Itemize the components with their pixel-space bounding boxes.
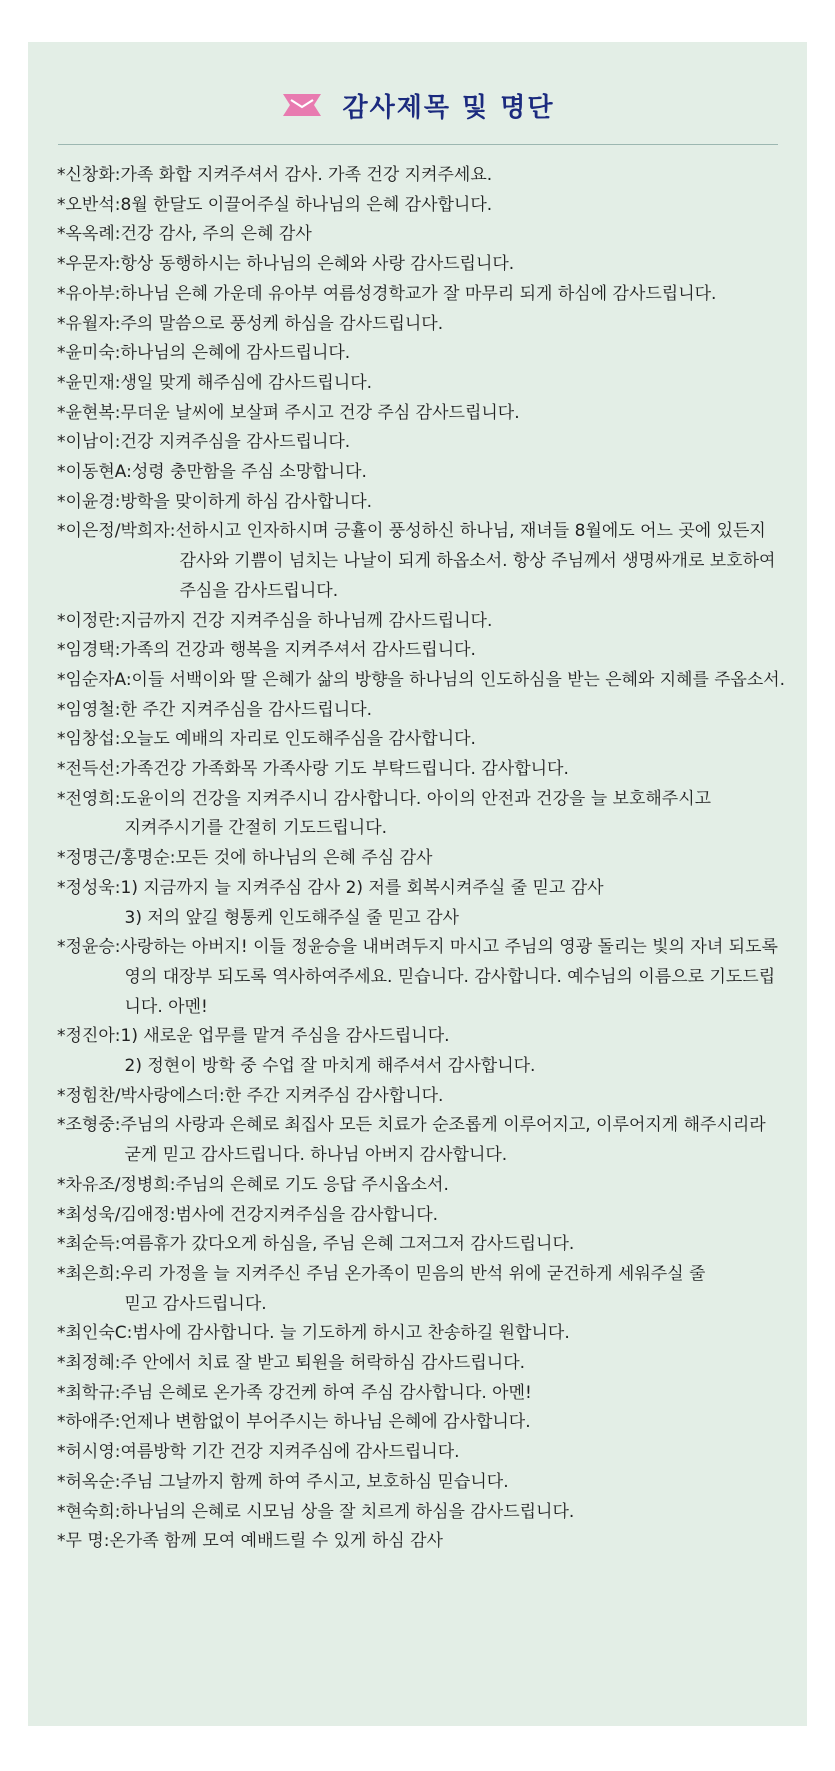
thanks-text: 모든 것에 하나님의 은혜 주심 감사 xyxy=(175,848,433,869)
donor-name: *정힘찬/박사랑에스더: xyxy=(57,1085,225,1106)
donor-name: *허시영: xyxy=(57,1442,121,1463)
thanks-text-continued: 굳게 믿고 감사드립니다. 하나님 아버지 감사합니다. xyxy=(124,1145,508,1166)
thanks-text-continued: 영의 대장부 되도록 역사하여주세요. 믿습니다. 감사합니다. 예수님의 이름으로 기도드립 xyxy=(124,966,776,987)
list-item xyxy=(57,249,514,274)
list-item xyxy=(57,1110,766,1135)
donor-name: *윤미숙: xyxy=(57,343,121,364)
donor-name: *이남이: xyxy=(57,432,121,453)
list-item xyxy=(57,1170,449,1195)
thanks-text: 범사에 건강지켜주심을 감사합니다. xyxy=(175,1204,439,1225)
list-item xyxy=(57,932,778,957)
donor-name: *우문자: xyxy=(57,254,121,275)
donor-name: *정성욱: xyxy=(57,877,121,898)
thanks-text: 항상 동행하시는 하나님의 은혜와 사랑 감사드립니다. xyxy=(120,254,515,275)
list-item xyxy=(57,606,492,631)
list-item xyxy=(57,309,443,334)
donor-name: *최순득: xyxy=(57,1234,121,1255)
donor-name: *최학규: xyxy=(57,1382,121,1403)
donor-name: *옥옥례: xyxy=(57,224,121,245)
title-divider xyxy=(58,144,778,145)
thanks-text: 건강 지켜주심을 감사드립니다. xyxy=(120,432,351,453)
list-item xyxy=(57,1318,570,1343)
list-item xyxy=(57,873,604,898)
thanks-text-continued: 믿고 감사드립니다. xyxy=(124,1293,267,1314)
donor-name: *유월자: xyxy=(57,313,121,334)
donor-name: *차유조/정병희: xyxy=(57,1174,176,1195)
donor-name: *현숙희: xyxy=(57,1501,121,1522)
thanks-text: 언제나 변함없이 부어주시는 하나님 은혜에 감사합니다. xyxy=(120,1412,531,1433)
donor-name: *유아부: xyxy=(57,283,121,304)
donor-name: *이동현A: xyxy=(57,462,132,482)
thanks-text: 온가족 함께 모여 예배드릴 수 있게 하심 감사 xyxy=(109,1531,443,1552)
list-item xyxy=(57,219,312,244)
list-item xyxy=(57,635,476,660)
thanks-text: 지금까지 건강 지켜주심을 하나님께 감사드립니다. xyxy=(120,610,493,631)
donor-name: *윤민재: xyxy=(57,372,121,393)
list-item xyxy=(57,754,569,779)
thanks-text: 무더운 날씨에 보살펴 주시고 건강 주심 감사드립니다. xyxy=(120,402,520,423)
list-item xyxy=(57,338,350,363)
donor-name: *무 명: xyxy=(57,1531,110,1552)
thanks-text: 도윤이의 건강을 지켜주시니 감사합니다. 아이의 안전과 건강을 늘 보호해주시고 xyxy=(120,788,712,809)
list-item xyxy=(57,398,520,423)
thanks-text: 오늘도 예배의 자리로 인도해주심을 감사합니다. xyxy=(120,729,476,750)
thanks-text: 가족의 건강과 행복을 지켜주셔서 감사드립니다. xyxy=(120,640,476,661)
donor-name: *신창화: xyxy=(57,165,121,185)
list-item xyxy=(57,1467,509,1492)
list-item xyxy=(57,1081,443,1106)
list-item xyxy=(57,1407,531,1432)
thanks-text-continued: 2) 정현이 방학 중 수업 잘 마치게 해주셔서 감사합니다. xyxy=(124,1056,536,1076)
donor-name: *임경택: xyxy=(57,640,121,661)
list-item xyxy=(57,1526,443,1551)
thanks-text-continued: 지켜주시기를 간절히 기도드립니다. xyxy=(124,818,388,839)
donor-name: *최인숙C: xyxy=(57,1323,133,1344)
thanks-text: 주의 말씀으로 풍성케 하심을 감사드립니다. xyxy=(120,313,444,334)
thanks-text: 하나님의 은혜로 시모님 상을 잘 치르게 하심을 감사드립니다. xyxy=(120,1501,575,1522)
thanks-text: 생일 맞게 해주심에 감사드립니다. xyxy=(120,372,373,393)
thanks-text: 하나님의 은혜에 감사드립니다. xyxy=(120,343,351,364)
list-item xyxy=(57,1021,450,1046)
donor-name: *오반석: xyxy=(57,194,121,215)
list-item xyxy=(57,695,372,720)
thanks-text: 주님의 사랑과 은혜로 최집사 모든 치료가 순조롭게 이루어지고, 이루어지게 해주시리라 xyxy=(120,1115,766,1136)
list-item xyxy=(57,457,367,482)
thanks-text-continued: 3) 저의 앞길 형통케 인도해주실 줄 믿고 감사 xyxy=(124,907,459,928)
list-item xyxy=(57,487,372,512)
donor-name: *최성욱/김애정: xyxy=(57,1204,176,1225)
list-item xyxy=(57,1378,532,1403)
list-item xyxy=(57,1437,460,1462)
thanks-text: 하나님 은혜 가운데 유아부 여름성경학교가 잘 마무리 되게 하심에 감사드립니다. xyxy=(120,283,717,304)
thanks-text: 이들 서백이와 딸 은혜가 삶의 방향을 하나님의 인도하심을 받는 은혜와 지혜를 주옵소서. xyxy=(131,669,786,690)
donor-name: *이은정/박희자: xyxy=(57,521,176,542)
donor-name: *임창섭: xyxy=(57,729,121,750)
list-item xyxy=(57,1348,525,1373)
list-item xyxy=(57,516,766,541)
donor-name: *임영철: xyxy=(57,699,121,720)
donor-name: *정명근/홍명순: xyxy=(57,848,176,869)
envelope-icon xyxy=(281,91,323,119)
donor-name: *이정란: xyxy=(57,610,121,631)
donor-name: *조형중: xyxy=(57,1115,121,1136)
donor-name: *하애주: xyxy=(57,1412,121,1433)
list-item xyxy=(57,784,711,809)
donor-name: *이윤경: xyxy=(57,491,121,512)
header xyxy=(28,80,807,130)
donor-name: *윤현복: xyxy=(57,402,121,423)
list-item xyxy=(57,160,492,185)
donor-name: *전영희: xyxy=(57,788,121,809)
list-item xyxy=(57,1229,574,1254)
thanks-text-continued: 감사와 기쁨이 넘치는 나날이 되게 하옵소서. 항상 주님께서 생명싸개로 보호하여 xyxy=(179,551,776,572)
list-item xyxy=(57,190,492,215)
thanks-text: 건강 감사, 주의 은혜 감사 xyxy=(120,224,312,245)
thanks-text: 여름방학 기간 건강 지켜주심에 감사드립니다. xyxy=(120,1442,460,1463)
list-item xyxy=(57,724,476,749)
list-item xyxy=(57,1497,574,1522)
thanks-text: 주님 은혜로 온가족 강건케 하여 주심 감사합니다. 아멘! xyxy=(120,1382,532,1403)
thanks-text: 주 안에서 치료 잘 받고 퇴원을 허락하심 감사드립니다. xyxy=(120,1353,526,1373)
donor-name: *허옥순: xyxy=(57,1471,121,1492)
page-title: 감사제목 및 명단 xyxy=(342,92,555,123)
thanks-text: 성령 충만함을 주심 소망합니다. xyxy=(131,462,367,482)
thanks-text-continued: 니다. 아멘! xyxy=(124,996,208,1017)
donor-name: *정진아: xyxy=(57,1026,121,1047)
thanks-text: 우리 가정을 늘 지켜주신 주님 온가족이 믿음의 반석 위에 굳건하게 세워주실 줄 xyxy=(120,1263,706,1284)
thanks-text: 1) 지금까지 늘 지켜주심 감사 2) 저를 회복시켜주실 줄 믿고 감사 xyxy=(120,877,604,898)
thanks-text: 주님 그날까지 함께 하여 주시고, 보호하심 믿습니다. xyxy=(120,1471,509,1492)
donor-name: *임순자A: xyxy=(57,669,132,690)
thanks-text: 범사에 감사합니다. 늘 기도하게 하시고 찬송하길 원합니다. xyxy=(132,1323,570,1344)
prayer-list-panel xyxy=(28,42,807,1726)
list-item xyxy=(57,427,350,452)
donor-name: *정윤승: xyxy=(57,937,121,958)
list-item xyxy=(57,279,716,304)
thanks-text: 가족 화합 지켜주셔서 감사. 가족 건강 지켜주세요. xyxy=(120,165,493,185)
thanks-text: 가족건강 가족화목 가족사랑 기도 부탁드립니다. 감사합니다. xyxy=(120,759,569,779)
list-item xyxy=(57,1200,438,1225)
thanks-text: 사랑하는 아버지! 이들 정윤승을 내버려두지 마시고 주님의 영광 돌리는 빛의 자녀 되도록 xyxy=(120,937,778,958)
list-item xyxy=(57,665,785,690)
donor-name: *최정혜: xyxy=(57,1353,121,1373)
thanks-text: 주님의 은혜로 기도 응답 주시옵소서. xyxy=(175,1174,449,1195)
thanks-text: 방학을 맞이하게 하심 감사합니다. xyxy=(120,491,373,512)
donor-name: *전득선: xyxy=(57,759,121,779)
list-item xyxy=(57,1259,705,1284)
thanks-text: 선하시고 인자하시며 긍휼이 풍성하신 하나님, 재녀들 8월에도 어느 곳에 있든지 xyxy=(175,521,766,542)
thanks-text: 1) 새로운 업무를 맡겨 주심을 감사드립니다. xyxy=(120,1026,450,1047)
thanks-text: 여름휴가 갔다오게 하심을, 주님 은혜 그저그저 감사드립니다. xyxy=(120,1234,575,1255)
list-item xyxy=(57,843,432,868)
thanks-text: 8월 한달도 이끌어주실 하나님의 은혜 감사합니다. xyxy=(120,194,493,215)
thanks-text: 한 주간 지켜주심을 감사드립니다. xyxy=(120,699,373,720)
thanks-text: 한 주간 지켜주심 감사합니다. xyxy=(224,1085,444,1106)
list-item xyxy=(57,368,372,393)
thanks-text-continued: 주심을 감사드립니다. xyxy=(179,580,339,601)
donor-name: *최은희: xyxy=(57,1263,121,1284)
